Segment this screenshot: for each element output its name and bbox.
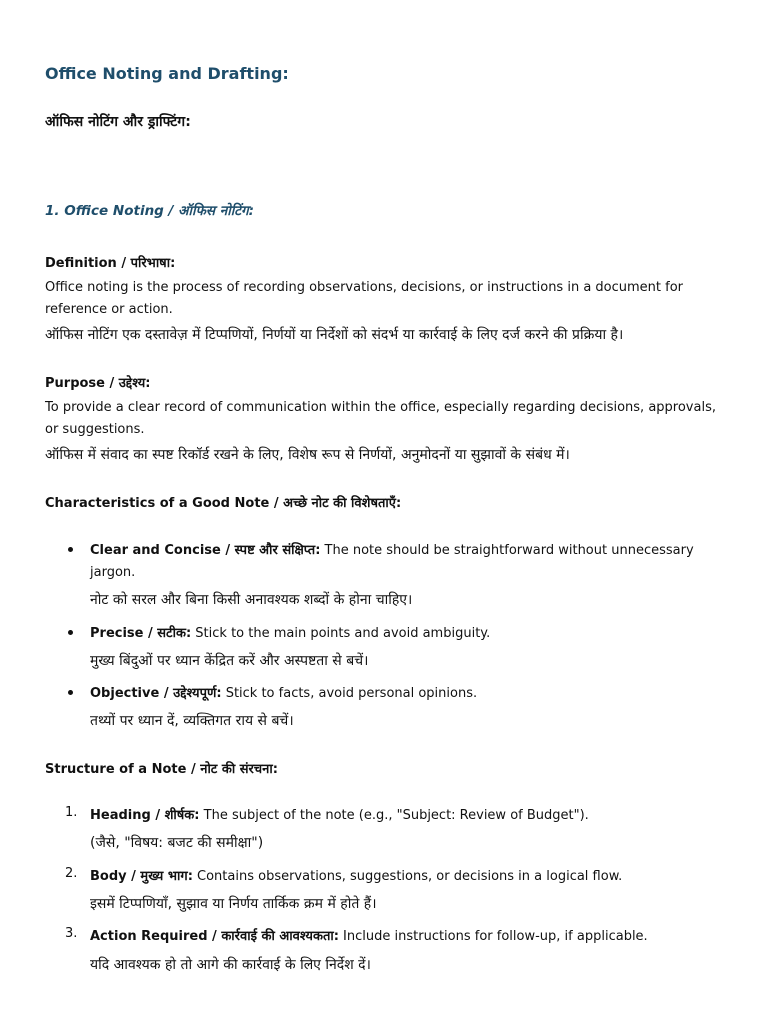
list-item [90, 540, 694, 558]
item-text: Contains observations, suggestions, or decisions in a logical flow. [192, 869, 623, 884]
list-item [90, 623, 490, 641]
bullet-icon [68, 690, 73, 695]
purpose-text-hi: ऑफिस में संवाद का स्पष्ट रिकॉर्ड रखने के लिए, विशेष रूप से निर्णयों, अनुमोदनों या सुझावों के संबंध में। [45, 447, 570, 463]
section-heading: 1. Office Noting / ऑफिस नोटिंग: [45, 203, 255, 219]
bullet-icon [68, 547, 73, 552]
list-item [65, 926, 648, 944]
item-text-hi: नोट को सरल और बिना किसी अनावश्यक शब्दों के होना चाहिए। [90, 592, 413, 608]
item-label: Clear and Concise / स्पष्ट और संक्षिप्त: [90, 543, 321, 558]
structure-heading: Structure of a Note / नोट की संरचना: [45, 762, 278, 777]
item-text: The note should be straightforward without unnecessary [320, 543, 694, 558]
item-label: Objective / उद्देश्यपूर्ण: [90, 686, 222, 701]
purpose-heading: Purpose / उद्देश्य: [45, 376, 151, 391]
page-title: Office Noting and Drafting: [45, 64, 289, 83]
item-text: Include instructions for follow-up, if applicable. [338, 929, 648, 944]
item-text-hi: तथ्यों पर ध्यान दें, व्यक्तिगत राय से बचें। [90, 713, 294, 729]
item-text-hi: मुख्य बिंदुओं पर ध्यान केंद्रित करें और अस्पष्टता से बचें। [90, 653, 369, 669]
definition-text-en: Office noting is the process of recording observations, decisions, or instructions in a document for reference or action. [45, 280, 684, 317]
item-text-hi: (जैसे, "विषय: बजट की समीक्षा") [90, 835, 264, 851]
item-number: 2. [65, 866, 78, 881]
item-number: 1. [65, 805, 78, 820]
purpose-text-en: To provide a clear record of communication within the office, especially regarding decisions, approvals, or suggestions. [45, 400, 716, 437]
item-number: 3. [65, 926, 78, 941]
list-item [65, 805, 589, 823]
item-text-hi: इसमें टिप्पणियाँ, सुझाव या निर्णय तार्किक क्रम में होते हैं। [90, 896, 377, 912]
bullet-icon [68, 630, 73, 635]
list-item [90, 683, 477, 701]
item-label: Heading / शीर्षक: [90, 808, 200, 823]
item-text-hi: यदि आवश्यक हो तो आगे की कार्रवाई के लिए निर्देश दें। [90, 957, 371, 973]
characteristics-heading: Characteristics of a Good Note / अच्छे नोट की विशेषताएँ: [45, 496, 402, 511]
definition-heading: Definition / परिभाषा: [45, 256, 176, 271]
item-text: Stick to facts, avoid personal opinions. [221, 686, 478, 701]
item-label: Precise / सटीक: [90, 626, 192, 641]
item-label: Body / मुख्य भाग: [90, 869, 193, 884]
definition-text-hi: ऑफिस नोटिंग एक दस्तावेज़ में टिप्पणियों, निर्णयों या निर्देशों को संदर्भ या कार्रवाई के लिए दर्ज करने की प्रक्रिया है। [45, 327, 624, 343]
item-text-continued: jargon. [90, 565, 136, 580]
item-text: The subject of the note (e.g., "Subject: Review of Budget"). [199, 808, 589, 823]
item-label: Action Required / कार्रवाई की आवश्यकता: [90, 929, 339, 944]
item-text: Stick to the main points and avoid ambiguity. [191, 626, 491, 641]
page-subtitle: ऑफिस नोटिंग और ड्राफ्टिंग: [45, 114, 191, 130]
list-item [65, 866, 623, 884]
